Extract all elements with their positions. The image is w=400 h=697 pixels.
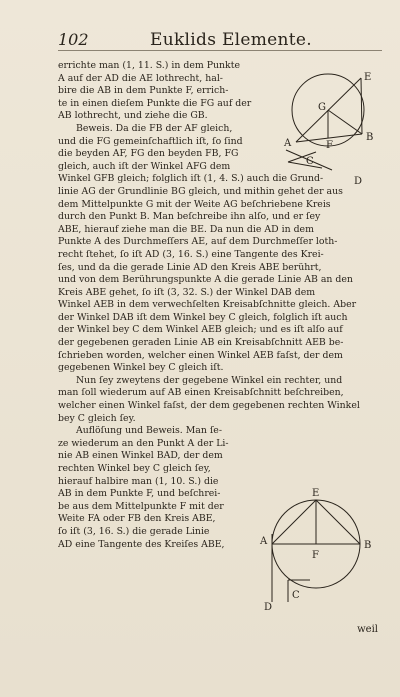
upper-paragraph	[58, 60, 266, 173]
text-line: der Winkel DAB iſt dem Winkel bey C gleich, folglich iſt auch	[58, 311, 348, 323]
lower-paragraph	[58, 425, 256, 551]
text-line: und von dem Berührungspunkte A die gerade Linie AB an den	[58, 274, 353, 286]
text-line: Winkel GFB gleich; folglich iſt (1, 4. S.) auch die Grund-	[58, 173, 324, 185]
text-line: bire die AB in dem Punkte F, errich-	[58, 85, 229, 97]
figure-1-diagram	[276, 64, 380, 188]
text-line: gegebenen Winkel bey C gleich iſt.	[58, 362, 224, 374]
full-paragraph	[58, 173, 384, 425]
text-line: durch den Punkt B. Man beſchreibe ihn alſo, und er ſey	[58, 211, 321, 223]
text-line: te in einen dieſem Punkte die FG auf der	[58, 97, 252, 109]
figure-2	[258, 484, 382, 614]
text-line: linie AG der Grundlinie BG gleich, und mithin gehet der aus	[58, 185, 343, 197]
page-header	[58, 30, 368, 56]
label-F: F	[312, 550, 319, 561]
text-line: die beyden AF, FG den beyden FB, FG	[58, 148, 239, 160]
line-gb	[328, 110, 362, 134]
text-line: und die FG gemeinſchaftlich iſt, ſo ſind	[58, 135, 243, 147]
text-line: der Winkel bey C dem Winkel AEB gleich; und es iſt alſo auf	[58, 324, 343, 336]
text-line: AB lothrecht, und ziehe die GB.	[58, 110, 208, 122]
label-G: G	[318, 102, 326, 113]
text-line: AD eine Tangente des Kreiſes ABE,	[58, 538, 225, 550]
text-line: ſchrieben worden, welcher einen Winkel AEB faſst, der dem	[58, 349, 343, 361]
label-B: B	[364, 540, 372, 551]
label-C: C	[306, 156, 314, 167]
text-line: be aus dem Mittelpunkte F mit der	[58, 500, 224, 512]
running-head: Euklids Elemente.	[150, 30, 312, 50]
line-eb	[361, 78, 362, 134]
text-line: rechten Winkel bey C gleich ſey,	[58, 463, 211, 474]
text-line: nie AB einen Winkel BAD, der dem	[58, 450, 223, 462]
line-ea	[272, 500, 316, 544]
text-line: der gegebenen geraden Linie AB ein Kreisabſchnitt AEB be-	[58, 337, 344, 349]
catchword: weil	[357, 624, 378, 635]
text-line: bey C gleich ſey.	[58, 412, 136, 424]
label-E: E	[312, 488, 320, 499]
text-line: Beweis. Da die FB der AF gleich,	[76, 122, 233, 134]
text-line: ze wiederum an den Punkt A der Li-	[58, 437, 229, 449]
label-C: C	[292, 590, 300, 601]
header-rule	[58, 50, 382, 51]
text-line: gleich, auch iſt der Winkel AFG dem	[58, 160, 231, 172]
line-eb	[316, 500, 360, 544]
figure-1	[276, 64, 380, 188]
label-F: F	[326, 140, 333, 151]
text-line: Nun ſey zweytens der gegebene Winkel ein rechter, und	[76, 374, 343, 386]
text-line: dem Mittelpunkte G mit der Weite AG beſchriebene Kreis	[58, 198, 331, 210]
label-B: B	[366, 132, 374, 143]
label-A: A	[260, 536, 268, 547]
text-line: AB in dem Punkte F, und beſchrei-	[58, 488, 221, 500]
text-line: Winkel AEB in dem verwechſelten Kreisabſchnitte gleich. Aber	[58, 299, 357, 311]
text-line: Auflöſung und Beweis. Man ſe-	[76, 425, 222, 437]
label-A: A	[284, 138, 292, 149]
text-line: ABE, hierauf ziehe man die BE. Da nun die AD in dem	[58, 223, 314, 235]
text-line: ſes, und da die gerade Linie AD den Kreis ABE berührt,	[58, 261, 322, 273]
text-line: Punkte A des Durchmeſſers AE, auf dem Durchmeſſer loth-	[58, 236, 338, 248]
label-E: E	[364, 72, 372, 83]
figure-2-diagram	[258, 484, 382, 614]
text-line: man ſoll wiederum auf AB einen Kreisabſchnitt beſchreiben,	[58, 387, 344, 399]
page-number: 102	[58, 30, 89, 49]
text-line: welcher einen Winkel faſst, der dem gegebenen rechten Winkel	[58, 400, 360, 412]
label-D: D	[264, 602, 273, 613]
label-D: D	[354, 176, 363, 187]
text-line: ſo iſt (3, 16. S.) die gerade Linie	[58, 525, 210, 537]
text-line: hierauf halbire man (1, 10. S.) die	[58, 475, 219, 487]
text-line: A auf der AD die AE lothrecht, hal-	[58, 72, 223, 84]
text-line: recht ſtehet, ſo iſt AD (3, 16. S.) eine Tangente des Krei-	[58, 248, 324, 260]
text-line: Weite FA oder FB den Kreis ABE,	[58, 513, 216, 525]
text-line: Kreis ABE gehet, ſo iſt (3, 32. S.) der Winkel DAB dem	[58, 286, 316, 298]
text-line: errichte man (1, 11. S.) in dem Punkte	[58, 60, 240, 71]
